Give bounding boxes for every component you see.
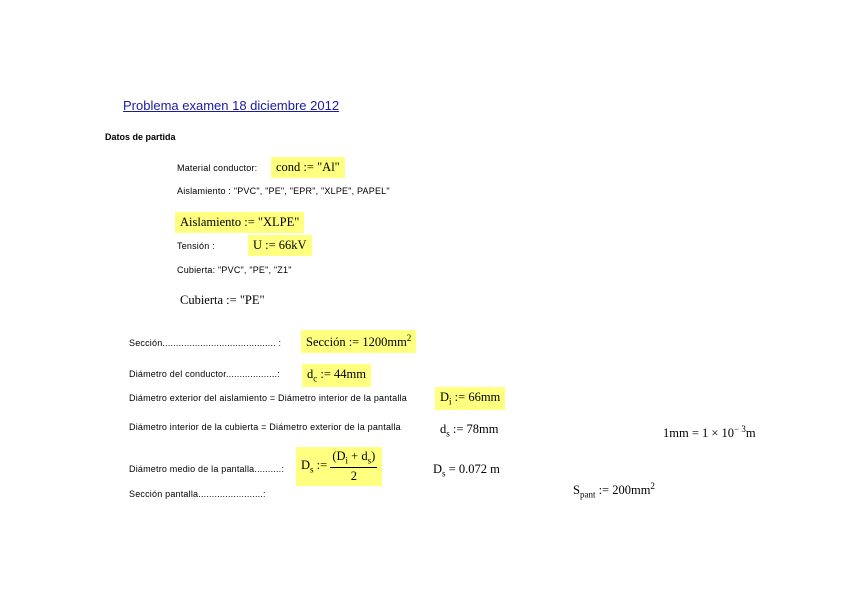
tension-definition[interactable]: U := 66kV <box>248 235 312 256</box>
page-title[interactable]: Problema examen 18 diciembre 2012 <box>123 98 340 113</box>
material-label: Material conductor: <box>177 163 258 173</box>
aislamiento-definition[interactable]: Aislamiento := "XLPE" <box>175 212 304 233</box>
Ds-label: Diámetro medio de la pantalla..........: <box>129 464 285 474</box>
dc-definition[interactable]: $d_c$ := 44mm <box>302 364 371 387</box>
seccion-definition[interactable]: Sección := $1200mm^2$ <box>301 330 416 353</box>
Ds-definition[interactable]: $D_s$ := $\frac{(D_i + d_s)}{2}$ <box>296 447 382 486</box>
cubierta-definition[interactable]: Cubierta := "PE" <box>180 293 265 307</box>
spant-definition[interactable]: $S_{pant}$ := $200mm^2$ <box>573 481 655 500</box>
aislamiento-options: Aislamiento : "PVC", "PE", "EPR", "XLPE", PAPEL" <box>177 186 390 196</box>
seccion-label: Sección.......................................... : <box>129 338 282 348</box>
ds-definition[interactable]: $d_s$ := 78mm <box>440 422 499 439</box>
dc-label: Diámetro del conductor...................: <box>129 369 280 379</box>
ds-label: Diámetro interior de la cubierta = Diámetro exterior de la pantalla <box>129 422 401 432</box>
unit-conversion: $1mm = 1 \times 10^{- 3}m$ <box>663 424 756 441</box>
material-definition[interactable]: cond := "Al" <box>271 157 345 178</box>
section-heading: Datos de partida <box>105 132 176 142</box>
tension-label: Tensión : <box>177 241 215 251</box>
Ds-result: $D_s = 0.072$ m <box>433 462 500 479</box>
di-label: Diámetro exterior del aislamiento = Diámetro interior de la pantalla <box>129 393 407 403</box>
cubierta-options: Cubierta: "PVC", "PE", "Z1" <box>177 265 292 275</box>
spant-label: Sección pantalla........................: <box>129 489 266 499</box>
Ds-fraction: $\frac{(D_i + d_s)}{2}$ <box>332 449 376 483</box>
di-definition[interactable]: $D_i$ := 66mm <box>435 387 505 410</box>
